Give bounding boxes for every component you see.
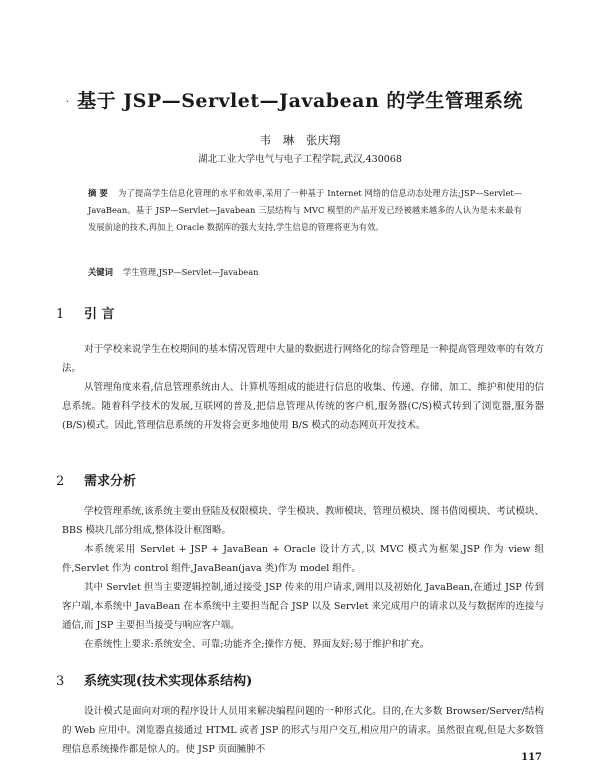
paper-title-text: 基于 JSP—Servlet—Javabean 的学生管理系统 [77, 90, 523, 112]
body-paragraph: 对于学校来说学生在校期间的基本情况管理中大量的数据进行网络化的综合管理是一种提高管理效率的有效方法。 [62, 344, 544, 374]
body-paragraph: 其中 Servlet 担当主要逻辑控制,通过接受 JSP 传来的用户请求,调用以及初始化 JavaBean,在通过 JSP 传到客户端,本系统中 JavaBean 在本系统中主要担当配合 JSP 以及 Servlet 来完成用户的请求以及与数据库的连接与通信,而 JSP 主要担当接受与响应客户端。 [62, 582, 544, 631]
keywords-text: 学生管理,JSP—Servlet—Javabean [122, 267, 259, 277]
title-mark: · [66, 96, 70, 106]
abstract-label: 摘 要 [88, 188, 109, 198]
section-title: 引 言 [84, 307, 115, 322]
author-affiliation: 湖北工业大学电气与电子工程学院,武汉,430068 [198, 154, 402, 165]
section-number: 3 [56, 674, 65, 689]
author-names: 韦 琳 张庆翔 [259, 133, 341, 147]
section-number: 1 [56, 307, 65, 322]
section-heading-requirements [56, 470, 136, 489]
section-heading-introduction [56, 303, 115, 322]
keywords-label: 关键词 [88, 267, 113, 277]
section-title: 系统实现(技术实现体系结构) [84, 674, 253, 689]
page-number: 117 [521, 752, 542, 763]
keywords-block [88, 266, 522, 278]
section-heading-implementation [56, 670, 252, 689]
body-paragraph: 从管理角度来看,信息管理系统由人、计算机等组成的能进行信息的收集、传递、存储、加工、维护和使用的信息系统。随着科学技术的发展,互联网的普及,把信息管理从传统的客户机,服务器(C/S)模式转到了浏览器,服务器(B/S)模式。因此,管理信息系统的开发将会更多地使用 B/S 模式的动态网页开发技术。 [62, 382, 544, 431]
abstract-block [88, 185, 522, 236]
body-paragraph: 本系统采用 Servlet + JSP + JavaBean + Oracle 设计方式,以 MVC 模式为框架,JSP 作为 view 组件,Servlet 作为 control 组件,JavaBean(java 类)作为 model 组件。 [62, 544, 544, 574]
abstract-text: 为了提高学生信息化管理的水平和效率,采用了一种基于 Internet 网络的信息动态处理方法;JSP—Servlet—JavaBean。基于 JSP—Servlet—Javabean 三层结构与 MVC 模型的产品开发已经被越来越多的人认为是未来最有发展前途的技术,再加上 Oracle 数据库的强大支持,学生信息的管理将更为有效。 [88, 188, 522, 232]
body-paragraph: 在系统性上要求:系统安全、可靠;功能齐全;操作方便、界面友好;易于维护和扩充。 [84, 639, 430, 650]
section-title: 需求分析 [84, 474, 137, 489]
body-paragraph: 学校管理系统,该系统主要由登陆及权限模块、学生模块、教师模块、管理员模块、图书借阅模块、考试模块、BBS 模块几部分组成,整体设计框图略。 [62, 506, 544, 536]
paper-title [0, 86, 600, 113]
body-paragraph: 设计模式是面向对项的程序设计人员用来解决编程问题的一种形式化。目的,在大多数 Browser/Server/结构的 Web 应用中。浏览器直接通过 HTML 或者 JSP 的形式与用户交互,相应用户的请求。虽然很直观,但是大多数管理信息系统操作都是惊人的。使 JSP 页面臃肿不 [62, 706, 544, 755]
section-number: 2 [56, 474, 65, 489]
